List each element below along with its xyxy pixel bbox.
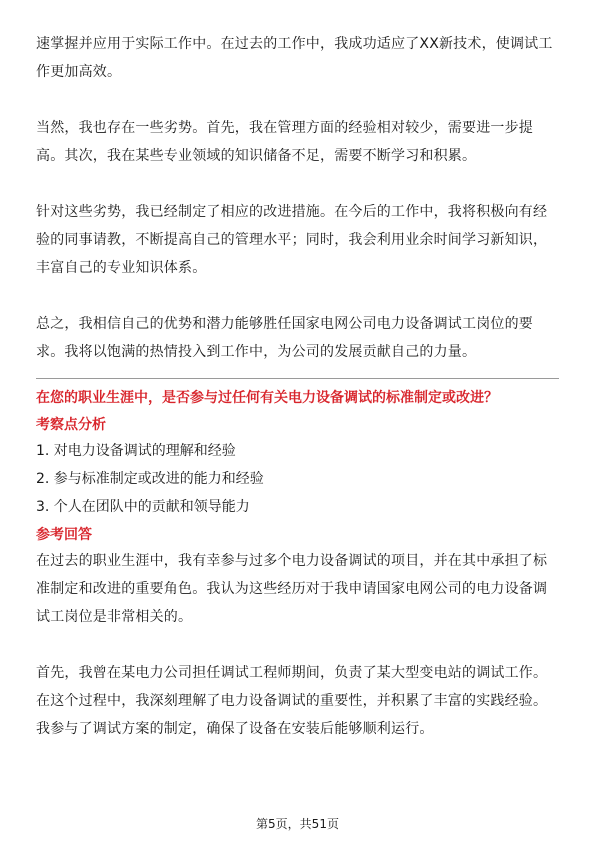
- intro-paragraph: 针对这些劣势，我已经制定了相应的改进措施。在今后的工作中，我将积极向有经验的同事请教，不断提高自己的管理水平；同时，我会利用业余时间学习新知识，丰富自己的专业知识体系。: [36, 204, 548, 276]
- section-divider: [36, 378, 559, 379]
- paragraph-gap: [36, 170, 559, 198]
- document-page: [36, 30, 559, 743]
- paragraph-gap: [36, 86, 559, 114]
- analysis-title: 考察点分析: [36, 417, 106, 433]
- question-heading: 在您的职业生涯中，是否参与过任何有关电力设备调试的标准制定或改进？: [36, 390, 498, 406]
- analysis-item: 3. 个人在团队中的贡献和领导能力: [36, 499, 250, 515]
- intro-paragraph: 当然，我也存在一些劣势。首先，我在管理方面的经验相对较少，需要进一步提高。其次，我在某些专业领域的知识储备不足，需要不断学习和积累。: [36, 120, 533, 164]
- answer-paragraph: 在过去的职业生涯中，我有幸参与过多个电力设备调试的项目，并在其中承担了标准制定和改进的重要角色。我认为这些经历对于我申请国家电网公司的电力设备调试工岗位是非常相关的。: [36, 553, 548, 625]
- paragraph-gap: [36, 282, 559, 310]
- intro-paragraph: 总之，我相信自己的优势和潜力能够胜任国家电网公司电力设备调试工岗位的要求。我将以饱满的热情投入到工作中，为公司的发展贡献自己的力量。: [36, 316, 533, 360]
- paragraph-gap: [36, 631, 559, 659]
- page-number: 第5页，共51页: [256, 817, 339, 831]
- answer-paragraph: 首先，我曾在某电力公司担任调试工程师期间，负责了某大型变电站的调试工作。在这个过程中，我深刻理解了电力设备调试的重要性，并积累了丰富的实践经验。我参与了调试方案的制定，确保了设备在安装后能够顺利运行。: [36, 665, 548, 737]
- analysis-list: [36, 437, 559, 521]
- intro-paragraph: 速掌握并应用于实际工作中。在过去的工作中，我成功适应了XX新技术，使调试工作更加高效。: [36, 36, 553, 80]
- analysis-item: 1. 对电力设备调试的理解和经验: [36, 443, 236, 459]
- answer-title: 参考回答: [36, 527, 92, 543]
- analysis-item: 2. 参与标准制定或改进的能力和经验: [36, 471, 264, 487]
